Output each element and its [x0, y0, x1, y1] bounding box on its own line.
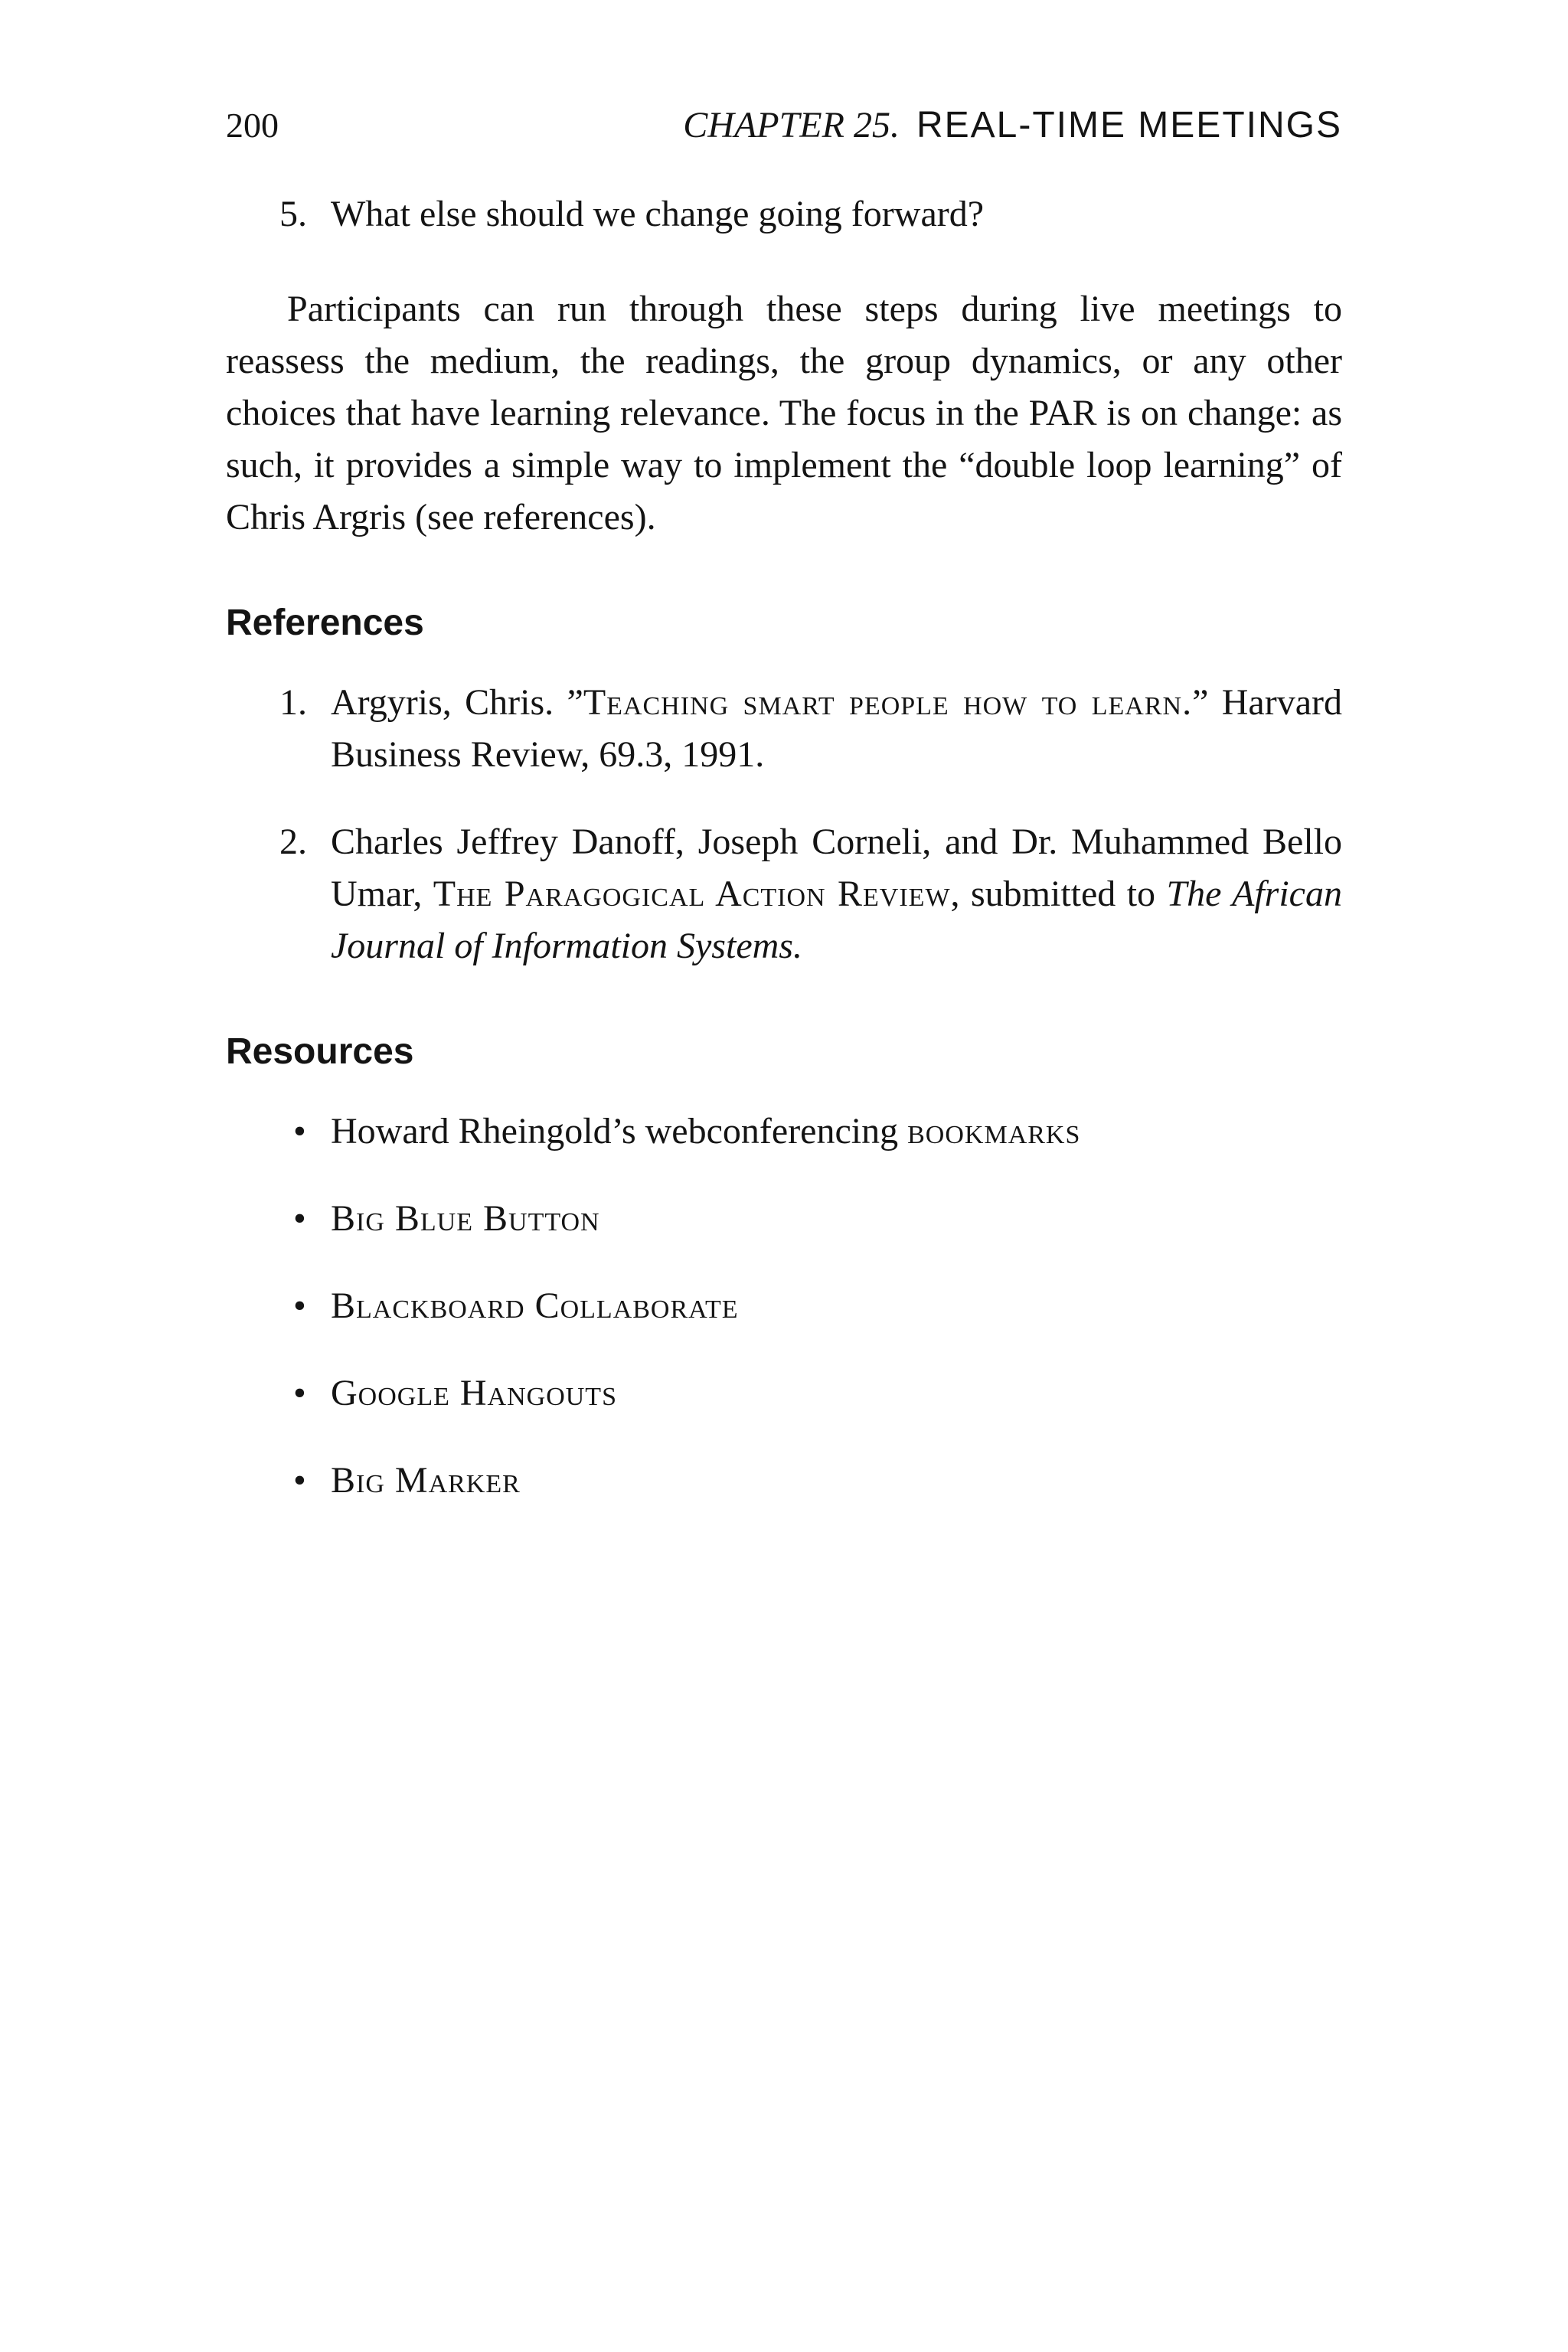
resource-link[interactable]: Blackboard Collaborate	[331, 1285, 739, 1326]
chapter-title: REAL-TIME MEETINGS	[916, 105, 1342, 145]
reference-item	[226, 677, 1342, 781]
reference-number: 2.	[279, 822, 307, 862]
page-number: 200	[226, 106, 279, 145]
resource-link[interactable]: bookmarks	[907, 1111, 1081, 1152]
resource-text: Howard Rheingold’s webconferencing	[331, 1111, 908, 1152]
resources-heading: Resources	[226, 1031, 414, 1072]
bullet-icon: •	[293, 1198, 306, 1239]
list-item-number: 5.	[279, 194, 307, 234]
bullet-icon: •	[293, 1460, 306, 1501]
bullet-icon: •	[293, 1111, 306, 1152]
page-header	[226, 100, 1342, 153]
resource-link[interactable]: Google Hangouts	[331, 1373, 617, 1413]
resource-item	[226, 1106, 1342, 1158]
reference-author: Argyris, Chris. ”	[331, 682, 583, 723]
resource-item	[226, 1280, 1342, 1332]
list-item	[226, 188, 1342, 240]
resource-item	[226, 1455, 1342, 1507]
resource-item	[226, 1367, 1342, 1419]
list-item-text: What else should we change going forward?	[331, 194, 985, 234]
resource-item	[226, 1193, 1342, 1245]
reference-source: ” Harvard Business Review, 69.3, 1991.	[331, 682, 1342, 775]
reference-title-link[interactable]: Teaching smart people how to learn.	[583, 682, 1193, 723]
bullet-icon: •	[293, 1373, 306, 1413]
reference-note: , submitted to	[950, 874, 1167, 914]
bullet-icon: •	[293, 1285, 306, 1326]
reference-journal: The African Journal of Information Systems.	[331, 874, 1342, 966]
resource-link[interactable]: Big Marker	[331, 1460, 521, 1501]
page-body	[226, 188, 1342, 1542]
running-head	[683, 100, 1342, 152]
resource-link[interactable]: Big Blue Button	[331, 1198, 600, 1239]
references-heading: References	[226, 603, 424, 643]
reference-title-link[interactable]: The Paragogical Action Review	[433, 874, 951, 914]
body-paragraph: Participants can run through these steps during live meetings to reassess the medium, the readings, the group dynamics, or any other choices that have learning relevance. The focus in the PAR is on change: as such, it provides a simple way to implement the “double loop learning” of Chris Argris (see references).	[226, 289, 1342, 537]
reference-item	[226, 816, 1342, 972]
reference-number: 1.	[279, 682, 307, 723]
chapter-label: CHAPTER 25.	[683, 105, 900, 145]
reference-author: Charles Jeffrey Danoff, Joseph Corneli, and Dr. Muhammed Bello Umar,	[331, 822, 1342, 914]
